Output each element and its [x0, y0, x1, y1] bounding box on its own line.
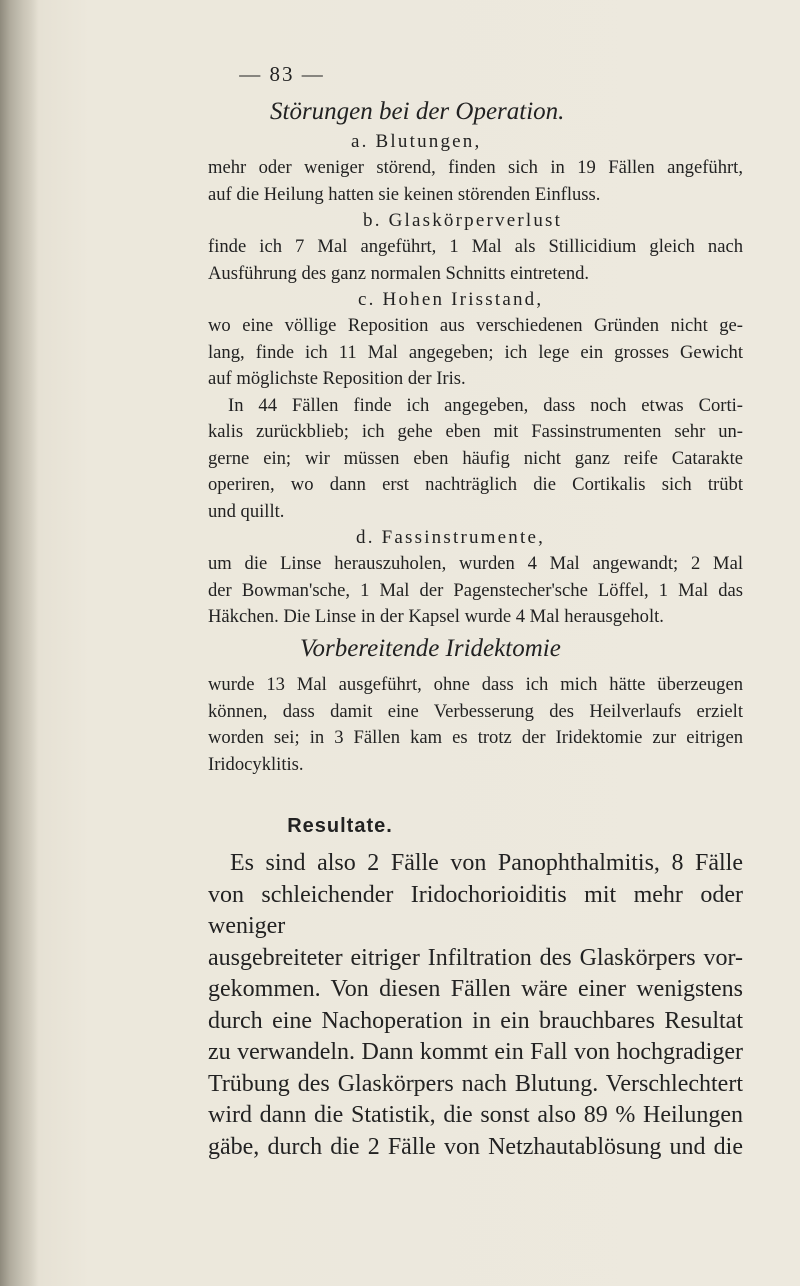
- subsection-b-label: b. Glaskörperverlust: [363, 210, 563, 231]
- text-line: der Bowman'sche, 1 Mal der Pagenstecher'sche Löffel, 1 Mal das: [208, 579, 743, 601]
- subsection-c-label: c. Hohen Irisstand,: [358, 289, 544, 310]
- text-line: lang, finde ich 11 Mal angegeben; ich lege ein grosses Gewicht: [208, 341, 743, 363]
- text-line: mehr oder weniger störend, finden sich in 19 Fällen angeführt,: [208, 157, 743, 178]
- text-line: ausgebreiteter eitriger Infiltration des Glaskörpers vor-: [208, 944, 743, 971]
- section-title: Störungen bei der Operation.: [270, 98, 565, 125]
- subsection-d-label: d. Fassinstrumente,: [356, 527, 546, 548]
- text-line: In 44 Fällen finde ich angegeben, dass noch etwas Corti-: [228, 394, 743, 416]
- text-line: finde ich 7 Mal angeführt, 1 Mal als Stillicidium gleich nach: [208, 236, 743, 257]
- text-line: Ausführung des ganz normalen Schnitts eintretend.: [208, 262, 590, 284]
- text-line: gäbe, durch die 2 Fälle von Netzhautablösung und die: [208, 1133, 743, 1160]
- text-line: wird dann die Statistik, die sonst also 89 % Heilungen: [208, 1102, 743, 1128]
- text-line: gekommen. Von diesen Fällen wäre einer wenigstens: [208, 976, 743, 1002]
- page-number: — 83 —: [239, 62, 325, 86]
- text-line: auf möglichste Reposition der Iris.: [208, 368, 466, 389]
- text-line: Trübung des Glaskörpers nach Blutung. Verschlechtert: [208, 1070, 743, 1097]
- text-line: können, dass damit eine Verbesserung des Heilverlaufs erzielt: [208, 700, 743, 722]
- iridectomy-title: Vorbereitende Iridektomie: [300, 635, 561, 662]
- text-line: um die Linse herauszuholen, wurden 4 Mal angewandt; 2 Mal: [208, 553, 743, 574]
- paragraph-results: [208, 848, 743, 1163]
- text-line: kalis zurückblieb; ich gehe eben mit Fassinstrumenten sehr un-: [208, 421, 743, 442]
- subsection-a-label: a. Blutungen,: [351, 131, 482, 152]
- text-line: durch eine Nachoperation in ein brauchbares Resultat: [208, 1007, 743, 1034]
- paragraph-a: [208, 155, 743, 208]
- text-line: von schleichender Iridochorioiditis mit mehr oder weniger: [208, 881, 743, 939]
- text-line: Häkchen. Die Linse in der Kapsel wurde 4 Mal herausgeholt.: [208, 606, 664, 627]
- text-line: auf die Heilung hatten sie keinen störenden Einfluss.: [208, 183, 601, 205]
- text-line: gerne ein; wir müssen eben häufig nicht ganz reife Catarakte: [208, 447, 743, 469]
- text-line: Es sind also 2 Fälle von Panophthalmitis, 8 Fälle: [230, 850, 743, 876]
- text-line: wo eine völlige Reposition aus verschiedenen Gründen nicht ge-: [208, 315, 743, 336]
- text-line: operiren, wo dann erst nachträglich die Cortikalis sich trübt: [208, 474, 743, 495]
- text-line: worden sei; in 3 Fällen kam es trotz der Iridektomie zur eitrigen: [208, 727, 743, 748]
- results-heading: Resultate.: [287, 815, 393, 837]
- text-line: wurde 13 Mal ausgeführt, ohne dass ich mich hätte überzeugen: [208, 674, 743, 695]
- page-binding-shadow: [0, 0, 38, 1286]
- paragraph-b: [208, 234, 743, 287]
- paragraph-d: [208, 551, 743, 631]
- paragraph-iridectomy: [208, 672, 743, 778]
- text-line: Iridocyklitis.: [208, 753, 304, 775]
- text-line: zu verwandeln. Dann kommt ein Fall von hochgradiger: [208, 1039, 743, 1065]
- text-line: und quillt.: [208, 500, 285, 522]
- paragraph-c: [208, 313, 743, 525]
